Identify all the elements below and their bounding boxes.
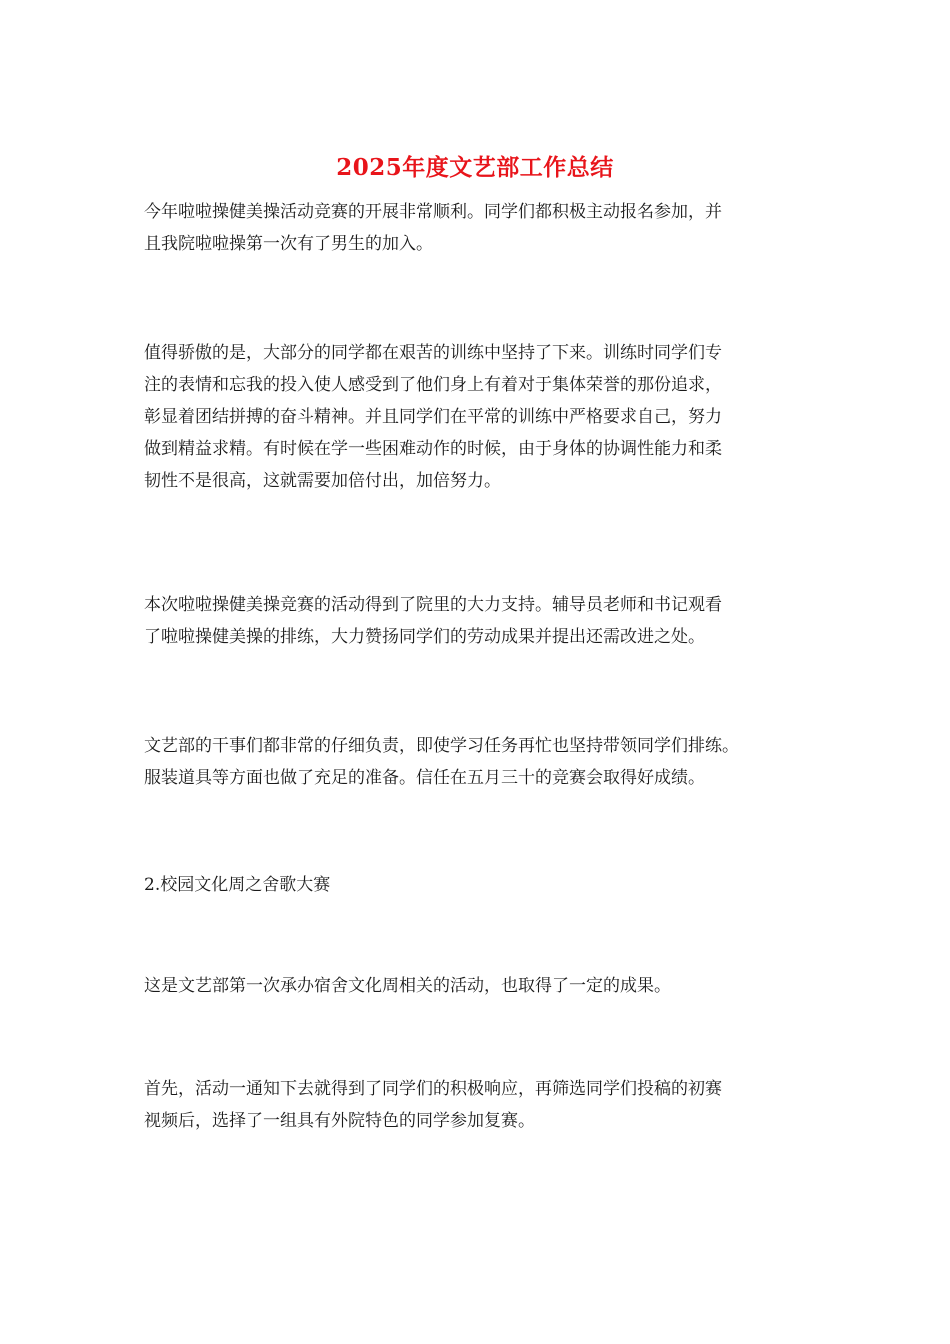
paragraph-4 [144, 730, 824, 794]
paragraph-line: 今年啦啦操健美操活动竞赛的开展非常顺利。同学们都积极主动报名参加，并 [144, 202, 722, 222]
paragraph-line: 视频后，选择了一组具有外院特色的同学参加复赛。 [144, 1111, 535, 1131]
paragraph-line: 首先，活动一通知下去就得到了同学们的积极响应，再筛选同学们投稿的初赛 [144, 1079, 722, 1099]
paragraph-line: 了啦啦操健美操的排练，大力赞扬同学们的劳动成果并提出还需改进之处。 [144, 627, 705, 647]
paragraph-line: 2.校园文化周之舍歌大赛 [144, 875, 331, 895]
paragraph-line: 这是文艺部第一次承办宿舍文化周相关的活动，也取得了一定的成果。 [144, 976, 671, 996]
paragraph-line: 本次啦啦操健美操竞赛的活动得到了院里的大力支持。辅导员老师和书记观看 [144, 595, 722, 615]
paragraph-1 [144, 196, 824, 260]
paragraph-6 [144, 1073, 824, 1137]
paragraph-line: 值得骄傲的是，大部分的同学都在艰苦的训练中坚持了下来。训练时同学们专 [144, 343, 722, 363]
paragraph-line: 服装道具等方面也做了充足的准备。信任在五月三十的竞赛会取得好成绩。 [144, 768, 705, 788]
paragraph-line: 彰显着团结拼搏的奋斗精神。并且同学们在平常的训练中严格要求自己，努力 [144, 407, 722, 427]
paragraph-line: 文艺部的干事们都非常的仔细负责，即使学习任务再忙也坚持带领同学们排练。 [144, 736, 739, 756]
paragraph-line: 注的表情和忘我的投入使人感受到了他们身上有着对于集体荣誉的那份追求， [144, 375, 722, 395]
paragraph-line: 韧性不是很高，这就需要加倍付出，加倍努力。 [144, 471, 501, 491]
paragraph-3 [144, 589, 824, 653]
paragraph-line: 做到精益求精。有时候在学一些困难动作的时候，由于身体的协调性能力和柔 [144, 439, 722, 459]
section-heading [144, 869, 824, 901]
paragraph-5 [144, 970, 824, 1002]
document-title: 2025年度文艺部工作总结 [336, 154, 614, 181]
paragraph-2 [144, 337, 824, 497]
paragraph-line: 且我院啦啦操第一次有了男生的加入。 [144, 234, 433, 254]
